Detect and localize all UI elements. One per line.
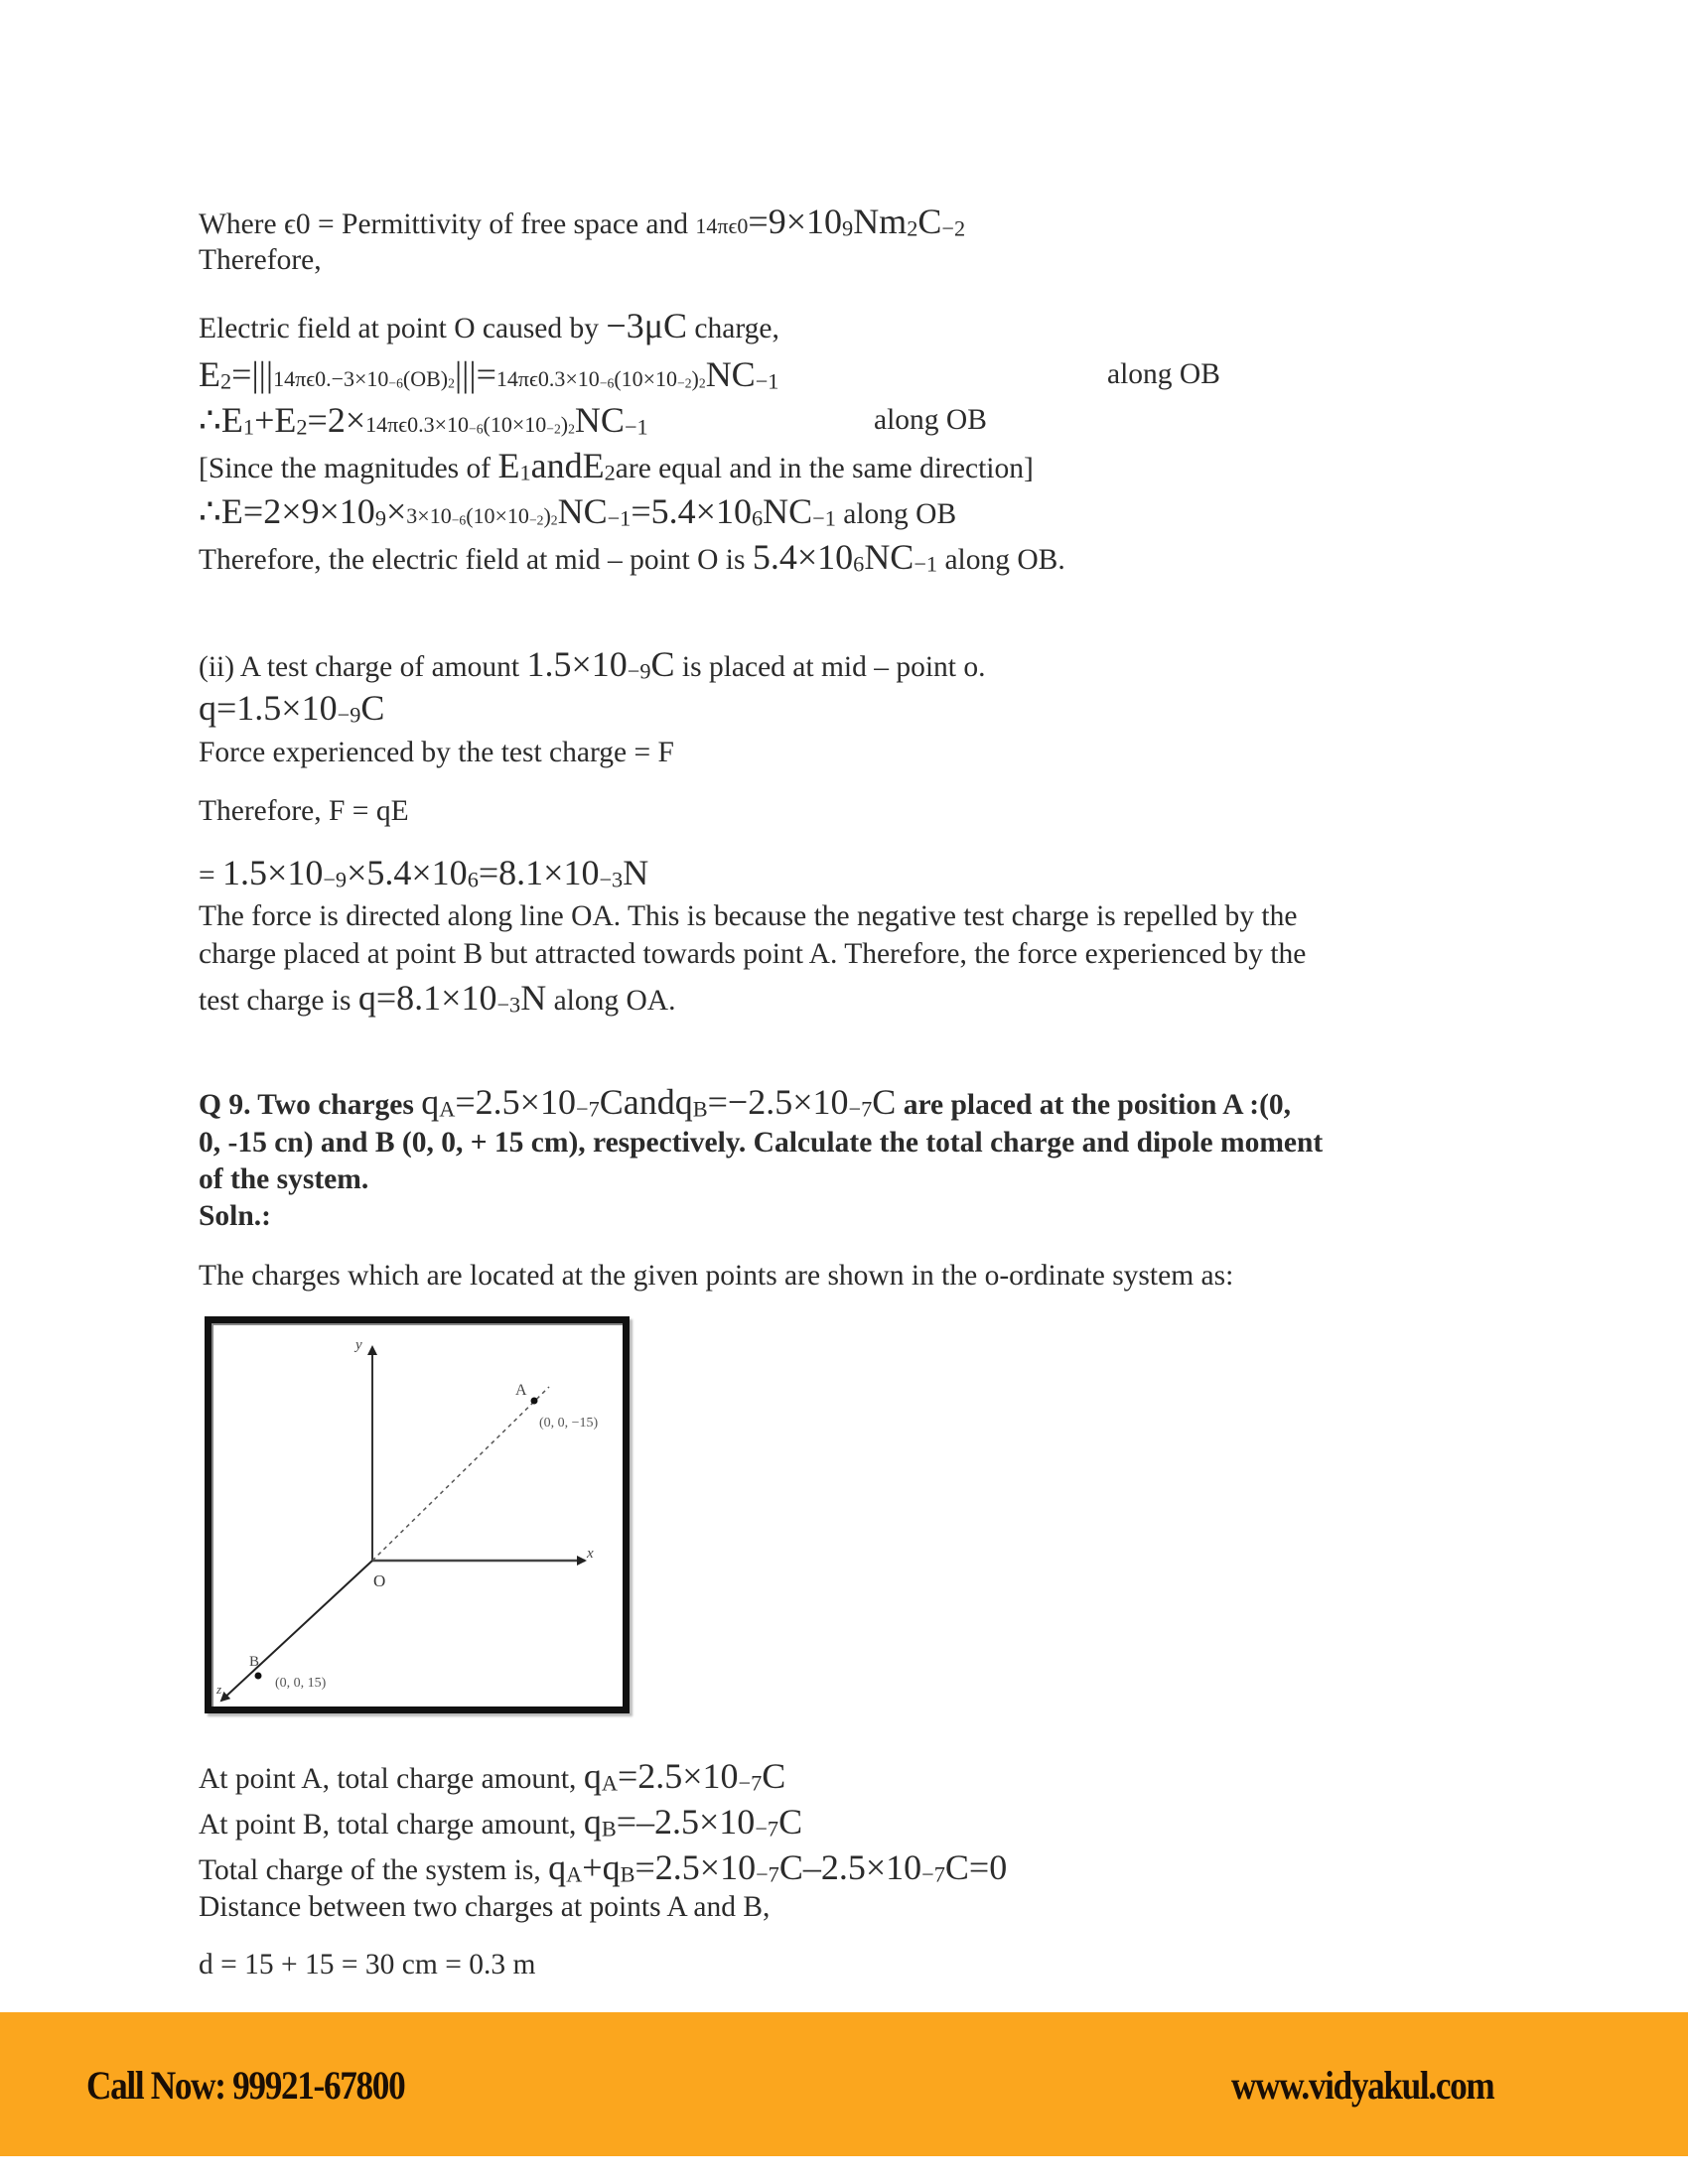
coordinate-diagram xyxy=(205,1316,630,1713)
coordinate-axes-figure xyxy=(211,1323,623,1706)
math: q xyxy=(583,1756,602,1796)
math: = xyxy=(199,860,223,891)
question-label: Q 9. Two charges xyxy=(199,1089,422,1121)
math: q xyxy=(583,1802,602,1842)
math: −1 xyxy=(914,551,938,577)
origin-label: O xyxy=(373,1571,386,1590)
text: are equal and in the same direction] xyxy=(615,453,1034,484)
text: [Since the magnitudes of xyxy=(199,453,498,484)
z-axis-label: z xyxy=(216,1682,222,1697)
q-value xyxy=(199,688,385,733)
math: Nm xyxy=(853,202,908,241)
text: charge, xyxy=(687,313,779,344)
math: Candq xyxy=(599,1082,693,1122)
math: 6 xyxy=(751,505,764,531)
math: −7 xyxy=(755,1816,779,1842)
test-charge-intro xyxy=(199,644,986,689)
math: =2.5×10 xyxy=(617,1756,739,1796)
math: 6 xyxy=(467,867,479,892)
math: −2 xyxy=(677,375,692,391)
math: C xyxy=(650,644,675,684)
math: −7 xyxy=(848,1096,873,1122)
math: 1 xyxy=(242,414,255,440)
total-charge xyxy=(199,1847,1008,1892)
force-explanation-line-1: The force is directed along line OA. This is because the negative test charge is repelled by the xyxy=(199,900,1298,932)
charge-at-a xyxy=(199,1756,786,1801)
math: 2 xyxy=(296,414,308,440)
text: Total charge of the system is, xyxy=(199,1854,549,1886)
math: ) xyxy=(543,503,551,528)
electric-field-result xyxy=(199,537,1065,582)
text: At point B, total charge amount, xyxy=(199,1809,584,1841)
math: 2 xyxy=(448,375,455,391)
math: ) xyxy=(691,366,699,391)
math: −1 xyxy=(607,505,632,531)
math: −9 xyxy=(337,702,361,728)
x-axis-label: x xyxy=(587,1546,594,1562)
math: −6 xyxy=(469,421,484,437)
math: =2.5×10 xyxy=(634,1847,757,1887)
math: B xyxy=(601,1816,617,1842)
math: −1 xyxy=(812,505,836,531)
math: 14πϵ0.3×10 xyxy=(365,412,470,437)
force-calculation xyxy=(199,853,649,897)
math: −3μC xyxy=(606,306,688,345)
math: −7 xyxy=(575,1096,600,1122)
math: (10×10 xyxy=(466,503,529,528)
math: NC xyxy=(705,354,756,394)
text: test charge is xyxy=(199,985,358,1017)
math: NC xyxy=(574,400,625,440)
website-link[interactable]: www.vidyakul.com xyxy=(1231,2063,1494,2108)
math: 2 xyxy=(698,375,706,391)
math: −2 xyxy=(528,512,544,528)
math: −6 xyxy=(451,512,467,528)
math: 1.5×10 xyxy=(222,853,324,892)
math: (OB) xyxy=(402,366,449,391)
math: =2× xyxy=(307,400,366,440)
math: 1 xyxy=(519,460,531,485)
distance-value: d = 15 + 15 = 30 cm = 0.3 m xyxy=(199,1949,536,1980)
math: q xyxy=(421,1082,440,1122)
force-explanation-line-2: charge placed at point B but attracted towards point A. Therefore, the force experienced by the xyxy=(199,938,1307,970)
math: and xyxy=(530,446,583,485)
math: =8.1×10 xyxy=(478,853,600,892)
text: Where ϵ0 = Permittivity of free space and xyxy=(199,208,696,240)
footer-banner xyxy=(0,2012,1688,2156)
point-b-dot xyxy=(255,1673,262,1680)
question-9-line-2: 0, -15 cn) and B (0, 0, + 15 cm), respectively. Calculate the total charge and dipole moment xyxy=(199,1127,1324,1159)
math: × xyxy=(385,491,407,531)
along-ob-label: along OB xyxy=(874,404,987,436)
math: =−2.5×10 xyxy=(707,1082,849,1122)
math: E xyxy=(497,446,520,485)
text: along OB. xyxy=(937,544,1065,576)
phone-number[interactable]: Call Now: 99921-67800 xyxy=(86,2063,405,2108)
therefore-line: Therefore, xyxy=(199,244,322,276)
math: =–2.5×10 xyxy=(616,1802,756,1842)
e-total-equation xyxy=(199,491,957,538)
charge-at-b xyxy=(199,1802,803,1846)
math: −6 xyxy=(599,375,615,391)
e1-plus-e2-equation xyxy=(199,400,648,447)
math: −3 xyxy=(496,992,521,1018)
math: |||= xyxy=(454,354,496,394)
magnitudes-note xyxy=(199,446,1034,490)
math: N xyxy=(520,978,547,1018)
math: ∴E xyxy=(199,400,243,440)
math: 3×10 xyxy=(406,503,452,528)
math: C–2.5×10 xyxy=(778,1847,922,1887)
math: =||| xyxy=(231,354,274,394)
point-b-label: B xyxy=(249,1654,260,1670)
math: C xyxy=(872,1082,897,1122)
math: 6 xyxy=(853,551,865,577)
math: −6 xyxy=(388,375,403,391)
math: 1.5×10 xyxy=(526,644,628,684)
math: B xyxy=(620,1861,635,1887)
point-b-coordinates: (0, 0, 15) xyxy=(275,1676,327,1691)
permittivity-line xyxy=(199,202,966,246)
along-ob-label: along OB xyxy=(1107,358,1220,390)
math: A xyxy=(439,1096,456,1122)
math: =2.5×10 xyxy=(455,1082,576,1122)
math: (10×10 xyxy=(483,412,547,437)
point-a-coordinates: (0, 0, −15) xyxy=(539,1416,599,1431)
math: +E xyxy=(254,400,297,440)
distance-intro: Distance between two charges at points A and B, xyxy=(199,1891,771,1923)
math: C=0 xyxy=(944,1847,1008,1887)
math: N xyxy=(623,853,649,892)
force-explanation-line-3 xyxy=(199,978,676,1023)
question-9-line-3: of the system. xyxy=(199,1163,369,1195)
math: E xyxy=(199,354,220,394)
math: 2 xyxy=(550,512,558,528)
electric-field-intro xyxy=(199,306,779,345)
solution-label: Soln.: xyxy=(199,1200,271,1232)
math: −3 xyxy=(599,867,624,892)
math: 14πϵ0.3×10 xyxy=(495,366,600,391)
math: C xyxy=(360,688,385,728)
math: 2 xyxy=(907,215,918,241)
math: 2 xyxy=(220,368,232,394)
text: is placed at mid – point o. xyxy=(674,651,986,683)
force-definition: Force experienced by the test charge = F xyxy=(199,737,674,768)
math: −9 xyxy=(627,658,651,684)
point-a-label: A xyxy=(515,1382,527,1399)
math: (10×10 xyxy=(614,366,678,391)
math: C xyxy=(917,202,942,241)
math: A xyxy=(566,1861,583,1887)
math: −1 xyxy=(755,368,779,394)
math: 9 xyxy=(374,505,386,531)
text: along OA. xyxy=(546,985,676,1017)
math: C xyxy=(762,1756,786,1796)
math: =5.4×10 xyxy=(631,491,752,531)
math: −2 xyxy=(546,421,561,437)
math: q=1.5×10 xyxy=(199,688,338,728)
force-formula: Therefore, F = qE xyxy=(199,795,409,827)
math: ×5.4×10 xyxy=(347,853,468,892)
math: B xyxy=(692,1096,708,1122)
math: q xyxy=(548,1847,567,1887)
math: 9 xyxy=(842,215,854,241)
math: −7 xyxy=(756,1861,779,1887)
text: (ii) A test charge of amount xyxy=(199,651,527,683)
math: −2 xyxy=(941,215,966,241)
math: −7 xyxy=(738,1770,763,1796)
math: −9 xyxy=(323,867,348,892)
math: −1 xyxy=(624,414,648,440)
e2-equation xyxy=(199,354,779,401)
text: are placed at the position A :(0, xyxy=(896,1089,1292,1121)
text: Therefore, the electric field at mid – point O is xyxy=(199,544,753,576)
math: 5.4×10 xyxy=(752,537,854,577)
question-9-line-1 xyxy=(199,1082,1292,1127)
math: NC xyxy=(864,537,914,577)
math: NC xyxy=(557,491,608,531)
math: 14πϵ0 xyxy=(695,213,749,238)
diagram-intro: The charges which are located at the given points are shown in the o-ordinate system as: xyxy=(199,1260,1234,1292)
math: A xyxy=(601,1770,618,1796)
text: At point A, total charge amount, xyxy=(199,1763,584,1795)
point-a-dot xyxy=(531,1398,538,1405)
math: 2 xyxy=(568,421,575,437)
math: +q xyxy=(582,1847,621,1887)
math: =9×10 xyxy=(748,202,843,241)
dashed-z-axis xyxy=(372,1387,549,1561)
math: q=8.1×10 xyxy=(357,978,497,1018)
math: 14πϵ0.−3×10 xyxy=(273,366,389,391)
math: E xyxy=(582,446,605,485)
math: ∴E=2×9×10 xyxy=(199,491,375,531)
y-axis-label: y xyxy=(355,1337,362,1353)
math: ) xyxy=(560,412,569,437)
math: −7 xyxy=(921,1861,945,1887)
math: 2 xyxy=(604,460,616,485)
math: NC xyxy=(763,491,813,531)
text: along OB xyxy=(835,498,957,530)
text: Electric field at point O caused by xyxy=(199,313,607,344)
math: C xyxy=(778,1802,803,1842)
